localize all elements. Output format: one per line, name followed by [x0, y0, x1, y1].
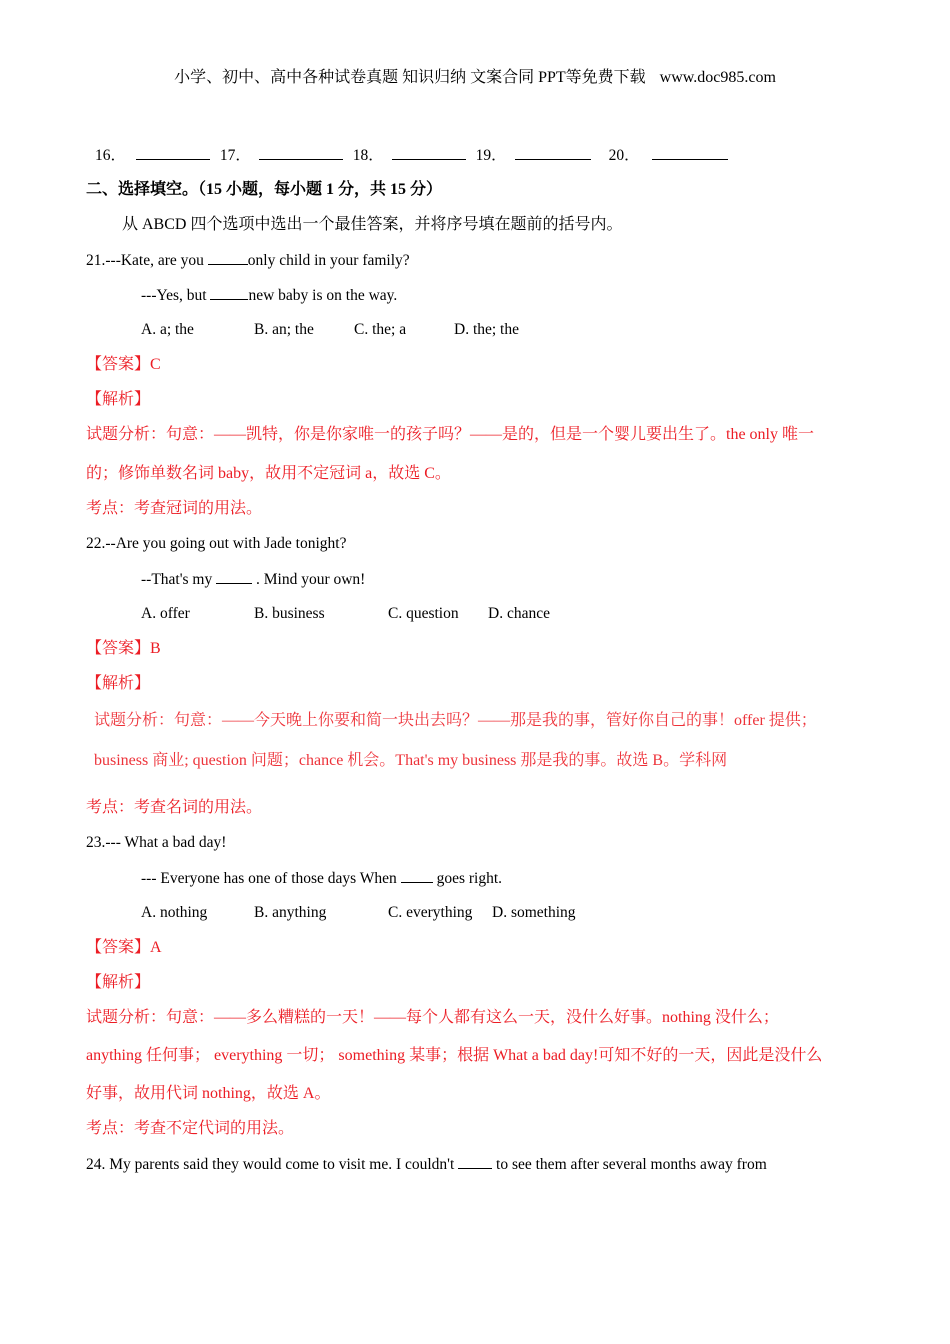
q24-text-a: 24. My parents said they would come to visit me. I couldn't: [86, 1156, 459, 1173]
q21-text-a: 21.---Kate, are you: [86, 252, 208, 269]
blank-label-17: 17．: [219, 147, 251, 164]
q21-text-b: only child in your family?: [247, 252, 410, 269]
q21-stem: [86, 250, 410, 271]
q22-reply-b: . Mind your own!: [252, 571, 366, 588]
q23-stem: 23.--- What a bad day!: [86, 834, 227, 851]
q22-stem: 22.--Are you going out with Jade tonight?: [86, 535, 347, 552]
q21-reply: [141, 285, 397, 306]
q21-reply-b: new baby is on the way.: [248, 287, 398, 304]
q23-reply-a: --- Everyone has one of those days When: [141, 870, 401, 887]
answer-blank-20[interactable]: [652, 145, 728, 160]
q22-option-c[interactable]: C. question: [388, 605, 459, 622]
q22-analysis-line1: 试题分析：句意：——今天晚上你要和简一块出去吗？——那是我的事，管好你自己的事！offer 提供；: [94, 712, 817, 729]
section-instruction: 从 ABCD 四个选项中选出一个最佳答案，并将序号填在题前的括号内。: [122, 216, 623, 233]
q23-reply: [141, 868, 502, 889]
q22-point: 考点：考查名词的用法。: [86, 799, 263, 816]
q23-analysis-label: 【解析】: [86, 974, 151, 991]
q23-analysis-line2: anything 任何事； everything 一切； something 某事；根据 What a bad day!可知不好的一天，因此是没什么: [86, 1047, 823, 1064]
q21-option-d[interactable]: D. the; the: [454, 321, 519, 338]
answer-blank-17[interactable]: [259, 145, 343, 160]
q22-option-a[interactable]: A. offer: [141, 605, 190, 622]
q22-option-b[interactable]: B. business: [254, 605, 325, 622]
q22-option-d[interactable]: D. chance: [488, 605, 550, 622]
q21-blank-2[interactable]: [210, 285, 248, 300]
answer-blank-18[interactable]: [392, 145, 466, 160]
q22-reply: [141, 569, 365, 590]
q21-options: [141, 320, 519, 340]
q22-analysis-label: 【解析】: [86, 675, 151, 692]
q22-options: [141, 604, 550, 624]
answer-blank-16[interactable]: [136, 145, 210, 160]
q23-option-a[interactable]: A. nothing: [141, 904, 208, 921]
blank-label-19: 19．: [475, 147, 507, 164]
q23-analysis-line3: 好事，故用代词 nothing，故选 A。: [86, 1085, 331, 1102]
blank-label-18: 18．: [352, 147, 384, 164]
q24-text-b: to see them after several months away from: [492, 1156, 767, 1173]
q23-option-d[interactable]: D. something: [492, 904, 576, 921]
q24-stem: [86, 1154, 767, 1175]
q23-options: [141, 903, 576, 923]
q23-point: 考点：考查不定代词的用法。: [86, 1120, 295, 1137]
answer-blank-19[interactable]: [515, 145, 591, 160]
q21-analysis-line1: 试题分析：句意：——凯特，你是你家唯一的孩子吗？——是的，但是一个婴儿要出生了。the only 唯一: [86, 426, 814, 443]
q23-blank[interactable]: [401, 868, 433, 883]
q22-answer: 【答案】B: [86, 640, 161, 657]
q21-point: 考点：考查冠词的用法。: [86, 500, 263, 517]
q21-answer: 【答案】C: [86, 356, 161, 373]
header-title: 小学、初中、高中各种试卷真题 知识归纳 文案合同 PPT等免费下载: [174, 69, 646, 86]
blank-label-20: 20．: [608, 147, 640, 164]
q23-reply-b: goes right.: [432, 870, 502, 887]
q22-analysis-line2: business 商业; question 问题；chance 机会。That's my business 那是我的事。故选 B。学科网: [94, 752, 728, 769]
section-heading: 二、选择填空。（15 小题，每小题 1 分，共 15 分）: [86, 181, 443, 198]
q23-answer: 【答案】A: [86, 939, 162, 956]
q23-option-b[interactable]: B. anything: [254, 904, 327, 921]
q21-analysis-line2: 的；修饰单数名词 baby，故用不定冠词 a，故选 C。: [86, 465, 451, 482]
q23-analysis-line1: 试题分析：句意：——多么糟糕的一天！——每个人都有这么一天，没什么好事。nothing 没什么；: [86, 1009, 779, 1026]
q22-reply-a: --That's my: [141, 571, 217, 588]
q24-blank[interactable]: [458, 1154, 492, 1169]
q21-blank-1[interactable]: [208, 250, 248, 265]
q21-option-b[interactable]: B. an; the: [254, 321, 314, 338]
q21-analysis-label: 【解析】: [86, 391, 151, 408]
header-site: www.doc985.com: [659, 69, 776, 86]
q23-option-c[interactable]: C. everything: [388, 904, 473, 921]
q22-blank[interactable]: [216, 569, 252, 584]
q21-option-a[interactable]: A. a; the: [141, 321, 194, 338]
answer-blanks-row: [95, 145, 728, 166]
page-header: [0, 68, 950, 88]
q21-option-c[interactable]: C. the; a: [354, 321, 407, 338]
q21-reply-a: ---Yes, but: [141, 287, 211, 304]
blank-label-16: 16．: [95, 147, 127, 164]
